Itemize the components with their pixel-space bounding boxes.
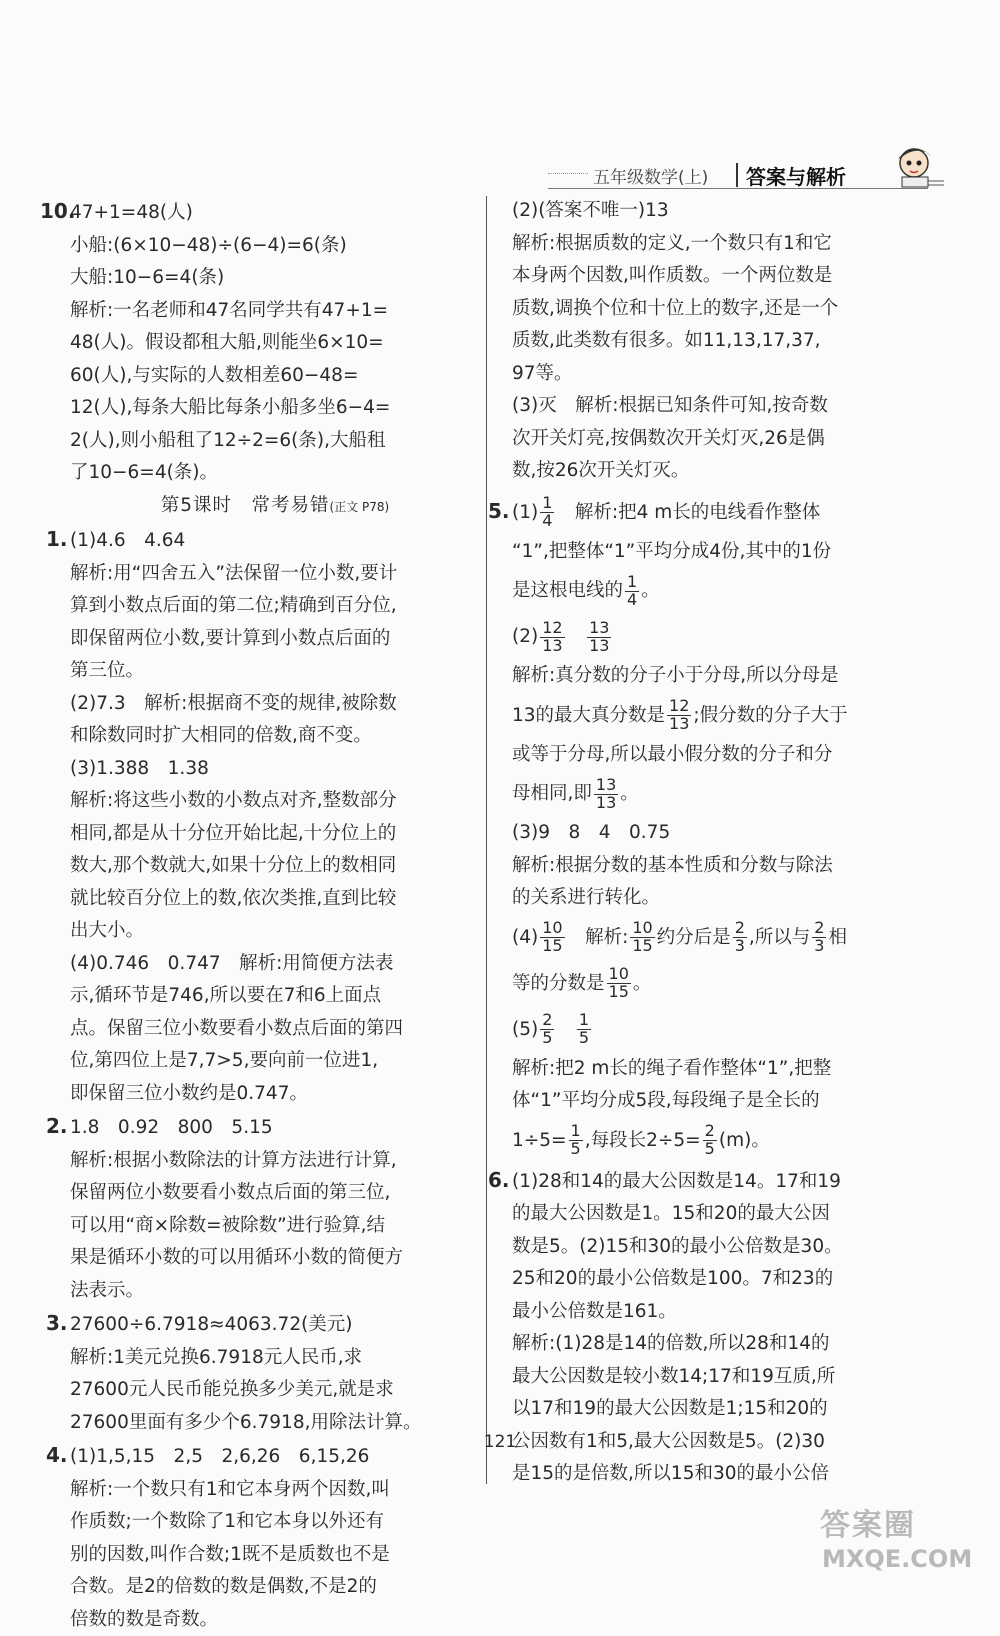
text-fragment: (5) xyxy=(512,1019,538,1040)
text-line: (3)灭 解析:根据已知条件可知,按奇数 xyxy=(512,390,912,423)
denominator: 3 xyxy=(733,938,747,955)
denominator: 13 xyxy=(540,638,564,655)
text-line: 解析:根据小数除法的计算方法进行计算, xyxy=(70,1145,480,1178)
numerator: 1 xyxy=(569,1123,583,1141)
text-line: 解析:1美元兑换6.7918元人民币,求 xyxy=(70,1342,480,1375)
fraction xyxy=(667,698,691,733)
text-fragment: ,每段长2÷5= xyxy=(585,1130,701,1151)
mascot-icon xyxy=(888,143,944,189)
text-fragment: (2) xyxy=(512,626,538,647)
text-line: 第三位。 xyxy=(70,655,480,688)
text-fragment: 母相同,即 xyxy=(512,783,592,804)
fraction xyxy=(703,1123,717,1158)
text-line: 作质数;一个数除了1和它本身以外还有 xyxy=(70,1506,480,1539)
header-divider xyxy=(736,163,738,187)
text-fragment: 。 xyxy=(641,580,660,601)
text-line: 算到小数点后面的第二位;精确到百分位, xyxy=(70,590,480,623)
text-line: 25和20的最小公倍数是100。7和23的 xyxy=(512,1263,912,1296)
text-line: 公因数有1和5,最大公因数是5。(2)30 xyxy=(512,1426,912,1459)
fraction xyxy=(812,920,826,955)
text-fragment: 约分后是 xyxy=(657,927,731,948)
text-line: 解析:用“四舍五入”法保留一位小数,要计 xyxy=(70,558,480,591)
text-fragment: 13的最大真分数是 xyxy=(512,705,665,726)
text-fragment: 解析: xyxy=(567,927,629,948)
denominator: 5 xyxy=(540,1030,554,1047)
text-line: 倍数的数是奇数。 xyxy=(70,1604,480,1636)
fraction xyxy=(540,620,564,655)
text-line: (1)28和14的最大公因数是14。17和19 xyxy=(512,1171,841,1192)
fraction xyxy=(577,1012,591,1047)
question-number: 3. xyxy=(46,1307,70,1340)
numerator: 12 xyxy=(540,620,564,638)
text-line: (4)0.746 0.747 解析:用简便方法表 xyxy=(70,948,480,981)
fraction xyxy=(607,966,631,1001)
text-fragment: 。 xyxy=(620,783,639,804)
text-line: 和除数同时扩大相同的倍数,商不变。 xyxy=(70,720,480,753)
text-fragment: 相 xyxy=(828,927,847,948)
denominator: 15 xyxy=(607,984,631,1001)
question-number: 4. xyxy=(46,1439,70,1472)
text-line: 数大,那个数就大,如果十分位上的数相同 xyxy=(70,850,480,883)
section-title: 第5课时 常考易错 xyxy=(161,495,330,516)
text-line: (2)(答案不唯一)13 xyxy=(512,195,912,228)
denominator: 13 xyxy=(594,795,618,812)
denominator: 3 xyxy=(812,938,826,955)
numerator: 1 xyxy=(577,1012,591,1030)
fraction xyxy=(630,920,654,955)
text-line: 解析:真分数的分子小于分母,所以分母是 xyxy=(512,660,912,693)
text-line: 位,第四位上是7,7>5,要向前一位进1, xyxy=(70,1045,480,1078)
question-10 xyxy=(70,195,480,490)
numerator: 1 xyxy=(625,574,639,592)
text-line: 最大公因数是较小数14;17和19互质,所 xyxy=(512,1361,912,1394)
text-line: 大船:10−6=4(条) xyxy=(70,262,480,295)
fraction xyxy=(540,1012,554,1047)
text-line: 27600里面有多少个6.7918,用除法计算。 xyxy=(70,1407,480,1440)
text-line: 就比较百分位上的数,依次类推,直到比较 xyxy=(70,883,480,916)
text-line: 可以用“商×除数=被除数”进行验算,结 xyxy=(70,1210,480,1243)
question-2 xyxy=(70,1110,480,1307)
text-line: 出大小。 xyxy=(70,915,480,948)
text-line: 数是5。(2)15和30的最小公倍数是30。 xyxy=(512,1231,912,1264)
text-line: 即保留两位小数,要计算到小数点后面的 xyxy=(70,623,480,656)
text-fragment: ,所以与 xyxy=(749,927,810,948)
text-fragment: 。 xyxy=(633,973,652,994)
text-line: 60(人),与实际的人数相差60−48= xyxy=(70,360,480,393)
numerator: 1 xyxy=(540,495,554,513)
page-number: 121 xyxy=(0,1432,1000,1452)
text-line: 合数。是2的倍数的数是偶数,不是2的 xyxy=(70,1571,480,1604)
denominator: 5 xyxy=(703,1141,717,1158)
fraction xyxy=(540,495,554,530)
header-subject: 五年级数学(上) xyxy=(593,163,708,188)
question-1 xyxy=(70,523,480,1110)
text-line: 以17和19的最大公因数是1;15和20的 xyxy=(512,1393,912,1426)
numerator: 12 xyxy=(667,698,691,716)
text-line: 点。保留三位小数要看小数点后面的第四 xyxy=(70,1013,480,1046)
denominator: 4 xyxy=(540,513,554,530)
text-fragment: (4) xyxy=(512,927,538,948)
question-number: 5. xyxy=(488,488,512,534)
text-line: 27600元人民币能兑换多少美元,就是求 xyxy=(70,1374,480,1407)
text-line: 相同,都是从十分位开始比起,十分位上的 xyxy=(70,818,480,851)
fraction xyxy=(625,574,639,609)
text-line: 的最大公因数是1。15和20的最大公因 xyxy=(512,1198,912,1231)
right-column xyxy=(512,195,912,1491)
text-line: 质数,调换个位和十位上的数字,还是一个 xyxy=(512,293,912,326)
header-rule xyxy=(548,188,928,189)
text-line: 果是循环小数的可以用循环小数的简便方 xyxy=(70,1242,480,1275)
denominator: 15 xyxy=(540,938,564,955)
text-line: 解析:将这些小数的小数点对齐,整数部分 xyxy=(70,785,480,818)
page-header xyxy=(548,143,948,193)
denominator: 13 xyxy=(667,716,691,733)
text-line: 即保留三位小数约是0.747。 xyxy=(70,1078,480,1111)
text-line: 数,按26次开关灯灭。 xyxy=(512,455,912,488)
question-number: 1. xyxy=(46,523,70,556)
watermark-url: MXQE.COM xyxy=(822,1545,972,1573)
text-line: 法表示。 xyxy=(70,1275,480,1308)
text-line: 解析:一个数只有1和它本身两个因数,叫 xyxy=(70,1474,480,1507)
text-line: 97等。 xyxy=(512,358,912,391)
header-dots xyxy=(548,173,588,174)
question-4-continued xyxy=(512,195,912,488)
text-line: (3)1.388 1.38 xyxy=(70,753,480,786)
fraction xyxy=(569,1123,583,1158)
question-4 xyxy=(70,1439,480,1636)
text-line: “1”,把整体“1”平均分成4份,其中的1份 xyxy=(512,536,912,569)
text-line: 27600÷6.7918≈4063.72(美元) xyxy=(70,1314,353,1335)
numerator: 13 xyxy=(587,620,611,638)
text-line: 1.8 0.92 800 5.15 xyxy=(70,1117,273,1138)
text-line: 12(人),每条大船比每条小船多坐6−4= xyxy=(70,392,480,425)
section-heading xyxy=(70,490,480,524)
text-line: 解析:一名老师和47名同学共有47+1= xyxy=(70,295,480,328)
numerator: 10 xyxy=(540,920,564,938)
section-ref: (正文 P78) xyxy=(330,500,390,514)
text-line: 最小公倍数是161。 xyxy=(512,1296,912,1329)
header-title: 答案与解析 xyxy=(746,161,846,190)
text-line: 示,循环节是746,所以要在7和6上面点 xyxy=(70,980,480,1013)
text-fragment: (m)。 xyxy=(719,1130,770,1151)
text-line: 是15的是倍数,所以15和30的最小公倍 xyxy=(512,1458,912,1491)
text-fragment: ;假分数的分子大于 xyxy=(693,705,847,726)
text-line: 48(人)。假设都租大船,则能坐6×10= xyxy=(70,327,480,360)
numerator: 2 xyxy=(703,1123,717,1141)
text-line: 47+1=48(人) xyxy=(70,202,193,223)
text-line: 或等于分母,所以最小假分数的分子和分 xyxy=(512,739,912,772)
left-column xyxy=(70,195,480,1636)
denominator: 13 xyxy=(587,638,611,655)
numerator: 2 xyxy=(540,1012,554,1030)
fraction xyxy=(540,920,564,955)
column-divider xyxy=(486,196,487,1484)
numerator: 10 xyxy=(630,920,654,938)
question-5 xyxy=(512,488,912,1164)
question-3 xyxy=(70,1307,480,1439)
text-line: 解析:把2 m长的绳子看作整体“1”,把整 xyxy=(512,1053,912,1086)
text-fragment: 是这根电线的 xyxy=(512,580,623,601)
question-number: 2. xyxy=(46,1110,70,1143)
text-line: (1)4.6 4.64 xyxy=(70,530,185,551)
text-line: 小船:(6×10−48)÷(6−4)=6(条) xyxy=(70,230,480,263)
text-line: (2)7.3 解析:根据商不变的规律,被除数 xyxy=(70,688,480,721)
watermark-logo: 答案圈 xyxy=(820,1500,916,1544)
text-line: 次开关灯亮,按偶数次开关灯灭,26是偶 xyxy=(512,423,912,456)
text-line: 体“1”平均分成5段,每段绳子是全长的 xyxy=(512,1085,912,1118)
text-line: 解析:根据分数的基本性质和分数与除法 xyxy=(512,850,912,883)
text-line: (3)9 8 4 0.75 xyxy=(512,817,912,850)
question-number: 10. xyxy=(40,195,70,228)
denominator: 15 xyxy=(630,938,654,955)
text-line: 2(人),则小船租了12÷2=6(条),大船租 xyxy=(70,425,480,458)
text-line: (1)1,5,15 2,5 2,6,26 6,15,26 xyxy=(70,1446,369,1467)
question-number: 6. xyxy=(488,1164,512,1197)
text-line: 解析:(1)28是14的倍数,所以28和14的 xyxy=(512,1328,912,1361)
fraction xyxy=(587,620,611,655)
text-line: 质数,此类数有很多。如11,13,17,37, xyxy=(512,325,912,358)
denominator: 4 xyxy=(625,592,639,609)
text-line: 保留两位小数要看小数点后面的第三位, xyxy=(70,1177,480,1210)
text-line: 的关系进行转化。 xyxy=(512,882,912,915)
fraction xyxy=(733,920,747,955)
numerator: 13 xyxy=(594,777,618,795)
text-line: 了10−6=4(条)。 xyxy=(70,457,480,490)
numerator: 10 xyxy=(607,966,631,984)
text-fragment: (1) xyxy=(512,502,538,523)
text-line: 别的因数,叫作合数;1既不是质数也不是 xyxy=(70,1539,480,1572)
numerator: 2 xyxy=(812,920,826,938)
denominator: 5 xyxy=(577,1030,591,1047)
text-fragment: 解析:把4 m长的电线看作整体 xyxy=(556,502,820,523)
text-fragment: 等的分数是 xyxy=(512,973,605,994)
denominator: 5 xyxy=(569,1141,583,1158)
text-line: 本身两个因数,叫作质数。一个两位数是 xyxy=(512,260,912,293)
text-fragment: 1÷5= xyxy=(512,1130,567,1151)
fraction xyxy=(594,777,618,812)
text-line: 解析:根据质数的定义,一个数只有1和它 xyxy=(512,228,912,261)
numerator: 2 xyxy=(733,920,747,938)
